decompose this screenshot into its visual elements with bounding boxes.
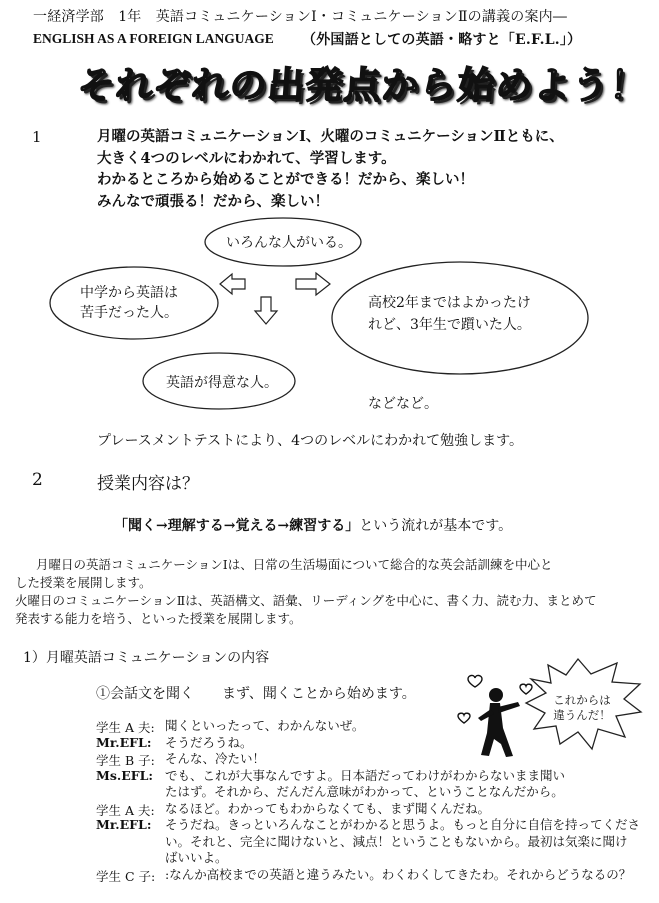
monday-line: 月曜日の英語コミュニケーションⅠは、日常の生活場面について総合的な英会話訓練を中心と — [36, 557, 553, 572]
dialogue-speaker: 学生 A 夫: — [96, 720, 155, 735]
section1-line: わかるところから始めることができる！だから、楽しい！ — [97, 171, 474, 188]
tuesday-description — [14, 592, 597, 627]
header-english: ENGLISH AS A FOREIGN LANGUAGE — [33, 31, 274, 46]
section2-number: 2 — [32, 470, 43, 490]
dialogue-line: 聞くといったって、わかんないぜ。 — [165, 718, 365, 733]
dialogue-text — [165, 817, 640, 867]
tuesday-line: 火曜日のコミュニケーションⅡは、英語構文、語彙、リーディングを中心に、書く力、読む力、まとめて — [15, 593, 597, 608]
dialogue-text — [165, 751, 265, 768]
flow-suffix: という流れが基本です。 — [359, 518, 513, 534]
dialogue-line: でも、これが大事なんですよ。日本語だってわけがわからないまま聞い — [165, 767, 566, 783]
tuesday-line: 発表する能力を培う、といった授業を展開します。 — [15, 610, 302, 626]
dialogue-text — [165, 801, 490, 818]
section1-line: 月曜の英語コミュニケーションⅠ、火曜のコミュニケーションⅡともに、 — [97, 128, 564, 145]
diagram-left-line: 苦手だった人。 — [80, 305, 178, 321]
section1-line: 大きく4つのレベルにわかれて、学習します。 — [97, 149, 396, 167]
monday-line: した授業を展開します。 — [15, 574, 152, 590]
dialogue-text — [165, 718, 364, 735]
dialogue-line: い。それと、完全に聞けないと、減点！ということもないから。最初は気楽に聞け — [165, 833, 628, 849]
callout-line: これからは — [553, 693, 611, 707]
diagram-left-line: 中学から英語は — [80, 285, 178, 301]
section2-title: 授業内容は？ — [97, 474, 199, 494]
placement-text: プレースメントテストにより、4つのレベルにわかれて勉強します。 — [97, 433, 523, 449]
dialogue-line: そうだね。きっといろんなことがわかると思うよ。もっと自分に自信を持ってくださ — [165, 817, 641, 832]
diagram-bottom-label: 英語が得意な人。 — [166, 375, 278, 391]
header-line1: 一経済学部 1年 英語コミュニケーションⅠ・コミュニケーションⅡの講義の案内― — [33, 9, 568, 25]
arrow-right-icon — [296, 273, 330, 295]
diagram-right-line: 高校2年まではよかったけ — [368, 295, 531, 311]
callout-text — [547, 693, 617, 723]
callout-line: 違うんだ！ — [553, 708, 611, 722]
monday-description — [14, 556, 552, 591]
flow-statement — [114, 515, 512, 535]
dialogue-text — [165, 867, 631, 884]
kneeling-figure-icon — [478, 688, 520, 757]
dialogue-speaker: Mr.EFL: — [96, 817, 152, 832]
diagram-left-label — [80, 283, 178, 323]
dialogue-speaker: 学生 A 夫: — [96, 802, 155, 818]
dialogue-text — [165, 768, 565, 801]
diagram-top-label: いろんな人がいる。 — [226, 235, 352, 251]
subsection-title: 1）月曜英語コミュニケーションの内容 — [23, 650, 270, 666]
section1-line: みんなで頑張る！だから、楽しい！ — [97, 192, 329, 210]
dialogue-speaker: 学生 B 子: — [96, 753, 155, 768]
header-efl-note: （外国語としての英語・略すと「E.F.L.」） — [302, 32, 582, 48]
dialogue-line: そんな、冷たい！ — [165, 751, 266, 766]
dialogue-line: そうだろうね。 — [165, 734, 253, 750]
section1-number: 1 — [32, 128, 42, 146]
listening-item: ①会話文を聞く まず、聞くことから始めます。 — [96, 686, 416, 702]
dialogue-speaker: Ms.EFL: — [96, 767, 154, 783]
dialogue-line: たはず。それから、だんだん意味がわかって、ということなんだから。 — [165, 784, 564, 799]
diagram-etc-label: などなど。 — [368, 396, 438, 412]
dialogue-text — [165, 735, 253, 752]
flow-steps: 「聞く→理解する→覚える→練習する」 — [114, 518, 360, 534]
diagram-right-label — [368, 292, 531, 336]
dialogue-speaker: Mr.EFL: — [96, 734, 152, 750]
arrow-down-icon — [255, 297, 277, 324]
dialogue-line: なるほど。わかってもわからなくても、まず聞くんだね。 — [165, 800, 491, 816]
diagram-right-line: れど、3年生で躓いた人。 — [368, 317, 531, 333]
dialogue-line: :なんか高校までの英語と違うみたい。わくわくしてきたわ。それからどうなるの？ — [165, 866, 632, 882]
arrow-left-icon — [220, 274, 245, 294]
dialogue-speaker: 学生 C 子: — [96, 868, 156, 884]
banner-title: それぞれの出発点から始めよう！ — [76, 64, 650, 107]
dialogue-line: ばいいよ。 — [165, 850, 228, 865]
